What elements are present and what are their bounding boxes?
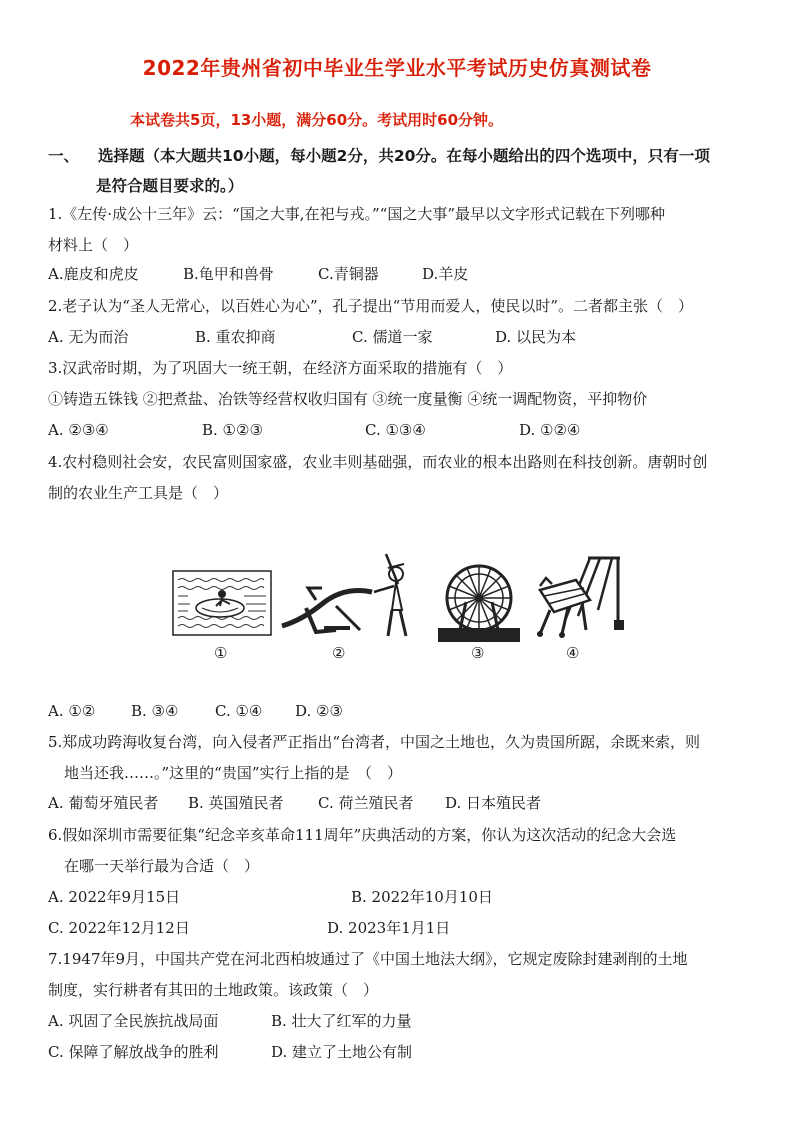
- water-lifting-machine-image: [530, 550, 626, 642]
- option-b[interactable]: B. 英国殖民者: [188, 794, 284, 812]
- question-6-options-row1: [48, 882, 748, 913]
- question-text: 制的农业生产工具是（ ）: [48, 484, 229, 502]
- option-a[interactable]: A. 葡萄牙殖民者: [48, 794, 159, 812]
- question-1: [48, 199, 748, 261]
- section-instructions-line1: 选择题（本大题共10小题，每小题2分，共20分。在每小题给出的四个选项中，只有一项: [98, 147, 710, 165]
- option-b[interactable]: B. 重农抑商: [195, 328, 276, 346]
- exam-info: 本试卷共5页，13小题，满分60分。考试用时60分钟。: [130, 111, 504, 129]
- option-a[interactable]: A. 巩固了全民族抗战局面: [48, 1012, 219, 1030]
- question-text: 5.郑成功跨海收复台湾，向入侵者严正指出“台湾者，中国之土地也，久为贵国所踞，余既来索，则: [48, 733, 700, 751]
- question-text: 材料上（ ）: [48, 236, 139, 254]
- option-c[interactable]: C. ①④: [215, 702, 263, 720]
- option-a[interactable]: A. 无为而治: [48, 328, 129, 346]
- option-c[interactable]: C. 保障了解放战争的胜利: [48, 1043, 219, 1061]
- option-d[interactable]: D. ②③: [295, 702, 343, 720]
- farming-tools-figure: [168, 546, 628, 666]
- option-d[interactable]: D. 日本殖民者: [445, 794, 542, 812]
- question-4: [48, 447, 748, 509]
- option-c[interactable]: C.青铜器: [318, 265, 379, 283]
- section-instructions-line2: 是符合题目要求的。）: [96, 177, 244, 195]
- question-2: [48, 291, 748, 322]
- question-1-options: [48, 259, 748, 290]
- option-a[interactable]: A. ①②: [48, 702, 96, 720]
- question-7-options-row1: [48, 1006, 748, 1037]
- question-6: [48, 820, 748, 882]
- section-header: [48, 141, 748, 201]
- option-b[interactable]: B. 壮大了红军的力量: [271, 1012, 412, 1030]
- question-5: [48, 727, 748, 789]
- question-3: [48, 353, 748, 415]
- field-scene-image: [172, 570, 272, 636]
- section-number: 一、: [48, 147, 80, 165]
- page-title: 2022年贵州省初中毕业生学业水平考试历史仿真测试卷: [142, 56, 652, 80]
- question-text: 3.汉武帝时期，为了巩固大一统王朝，在经济方面采取的措施有（ ）: [48, 359, 513, 377]
- question-text: 7.1947年9月，中国共产党在河北西柏坡通过了《中国土地法大纲》，它规定废除封建剥削的土地: [48, 950, 688, 968]
- question-text: ①铸造五铢钱 ②把煮盐、冶铁等经营权收归国有 ③统一度量衡 ④统一调配物资，平抑物价: [48, 390, 648, 408]
- option-c[interactable]: C. 2022年12月12日: [48, 919, 190, 937]
- option-a[interactable]: A.鹿皮和虎皮: [48, 265, 139, 283]
- figure-label-1: ①: [214, 644, 228, 662]
- option-d[interactable]: D.羊皮: [422, 265, 469, 283]
- option-a[interactable]: A. 2022年9月15日: [48, 888, 181, 906]
- question-text: 1.《左传·成公十三年》云：“国之大事,在祀与戎。”“国之大事”最早以文字形式记载在下列哪种: [48, 205, 666, 223]
- question-text: 6.假如深圳市需要征集“纪念辛亥革命111周年”庆典活动的方案，你认为这次活动的纪念大会选: [48, 826, 677, 844]
- question-text: 制度，实行耕者有其田的土地政策。该政策（ ）: [48, 981, 379, 999]
- option-b[interactable]: B.龟甲和兽骨: [183, 265, 274, 283]
- figure-label-4: ④: [566, 644, 580, 662]
- question-text: 地当还我……。”这里的“贵国”实行上指的是 （ ）: [64, 764, 403, 782]
- option-b[interactable]: B. ③④: [131, 702, 179, 720]
- question-7-options-row2: [48, 1037, 748, 1068]
- option-b[interactable]: B. ①②③: [202, 421, 263, 439]
- figure-label-3: ③: [471, 644, 485, 662]
- question-text: 2.老子认为“圣人无常心，以百姓心为心”，孔子提出“节用而爱人，使民以时”。二者都主张（ ）: [48, 297, 693, 315]
- question-6-options-row2: [48, 913, 748, 944]
- question-5-options: [48, 788, 748, 819]
- option-d[interactable]: D. 2023年1月1日: [327, 919, 451, 937]
- option-b[interactable]: B. 2022年10月10日: [351, 888, 493, 906]
- option-c[interactable]: C. ①③④: [365, 421, 426, 439]
- option-d[interactable]: D. 建立了土地公有制: [271, 1043, 413, 1061]
- question-3-options: [48, 415, 748, 446]
- question-4-options: [48, 696, 748, 727]
- option-d[interactable]: D. ①②④: [519, 421, 581, 439]
- waterwheel-image: [436, 560, 522, 644]
- curved-plough-image: [276, 546, 426, 642]
- question-2-options: [48, 322, 748, 353]
- figure-label-2: ②: [332, 644, 346, 662]
- question-text: 在哪一天举行最为合适（ ）: [64, 857, 260, 875]
- question-7: [48, 944, 748, 1006]
- question-text: 4.农村稳则社会安，农民富则国家盛，农业丰则基础强，而农业的根本出路则在科技创新。唐朝时创: [48, 453, 708, 471]
- option-c[interactable]: C. 荷兰殖民者: [318, 794, 414, 812]
- option-c[interactable]: C. 儒道一家: [352, 328, 433, 346]
- option-a[interactable]: A. ②③④: [48, 421, 109, 439]
- option-d[interactable]: D. 以民为本: [495, 328, 577, 346]
